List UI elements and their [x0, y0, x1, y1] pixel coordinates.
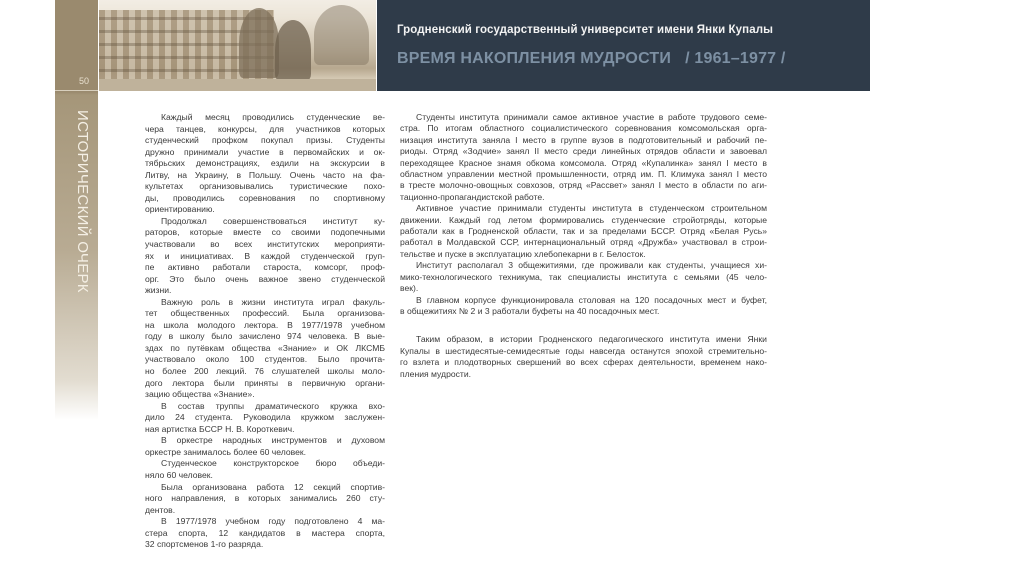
text-line: Студенты института принимали самое активное участие в работе трудового семе-	[416, 112, 767, 122]
text-line: зацию общества «Знание».	[145, 389, 255, 400]
text-line: областном управлении местной промышленности, отряд им. П. Климука занял I место	[400, 169, 767, 180]
text-line: работали как в Гродненской области, так и за пределами БССР. Отряд «Белая Русь»	[400, 226, 767, 237]
text-line: низация института заняла I место в группе вузов в подготовительный и рабочий пе-	[400, 134, 767, 145]
text-line: в общежитиях № 2 и 3 работали буфеты на 40 посадочных мест.	[400, 305, 660, 316]
tree	[239, 8, 279, 78]
text-line: орг. Это было очень важное звено студенческой	[145, 273, 385, 284]
text-line: мико-технологического техникума, так специалисты института с семьями (45 чело-	[400, 271, 767, 282]
text-line: ориентированию.	[145, 204, 215, 215]
ground	[99, 79, 376, 91]
paragraph	[145, 516, 385, 551]
text-line: переходящее Красное знамя обкома комсомола. Отряд «Купалинка» занял I место в	[400, 157, 767, 168]
text-line: раторов, которые вместе со своими подопечными	[145, 227, 385, 238]
text-line: в тресте молочно-овощных совхозов, отряд «Рассвет» занял I место в области по аги-	[400, 180, 767, 191]
text-line: здах по путёвкам общества «Знание» и ОК ЛКСМБ	[145, 342, 385, 353]
paragraph	[400, 203, 767, 260]
text-line: дило 24 студента. Руководила кружком заслужен-	[145, 412, 385, 423]
paragraph	[145, 458, 385, 481]
text-line: ного направления, в которых занимались 260 сту-	[145, 493, 385, 504]
text-line: В оркестре народных инструментов и духовом	[161, 435, 385, 446]
text-line: пления мудрости.	[400, 368, 472, 379]
text-line: дентов.	[145, 504, 176, 515]
text-line: работал в Молдавской ССР, интернациональный отряд «Дружба» участвовал в строи-	[400, 237, 767, 248]
text-line: на школа молодого лектора. В 1977/1978 учебном	[145, 319, 385, 330]
paragraph	[145, 112, 385, 216]
text-line: участвовали во всех институтских мероприяти-	[145, 239, 385, 250]
text-line: век).	[400, 283, 419, 294]
university-name: Гродненский государственный университет имени Янки Купалы	[397, 24, 774, 36]
text-line: Каждый месяц проводились студенческие ве-	[161, 112, 385, 122]
text-line: Институт располагал 3 общежитиями, где проживали как студенты, учащиеся хи-	[416, 260, 767, 271]
text-line: движении. Каждый год летом формировались студенческие стройотряды, которые	[400, 214, 767, 225]
text-line: няло 60 человек.	[145, 469, 213, 480]
paragraph	[400, 260, 767, 294]
text-line: 32 спортсменов 1-го разряда.	[145, 539, 264, 550]
text-line: стра. По итогам областного социалистического соревнования комсомольская орга-	[400, 123, 767, 134]
text-line: дого лектора были приняты в первичную органи-	[145, 377, 385, 388]
paragraph	[145, 401, 385, 436]
campus-photo	[99, 0, 376, 91]
text-line: Купалы в шестидесятые-семидесятые годы навсегда останутся эпохой стремительно-	[400, 345, 767, 356]
tree	[314, 5, 369, 65]
paragraph	[145, 216, 385, 297]
text-line: студенческий профком покупал призы. Студенты	[145, 135, 385, 146]
text-line: жизни.	[145, 285, 172, 296]
text-line: пе активно работали староста, комсорг, проф-	[145, 262, 385, 273]
text-line: тет общественных профессий. Была организова-	[145, 308, 385, 319]
text-line: Была организована работа 12 секций спортив-	[161, 481, 385, 492]
chapter-heading	[397, 50, 786, 68]
text-line: Продолжал совершенствоваться институт ку-	[161, 215, 385, 226]
text-line: чера танцев, конкурсы, для участников которых	[145, 123, 385, 134]
chapter-years: / 1961–1977 /	[685, 50, 786, 67]
text-line: оркестре занималось более 60 человек.	[145, 446, 307, 457]
text-line: ная артистка БССР Н. В. Короткевич.	[145, 423, 295, 434]
paragraph	[145, 435, 385, 458]
section-title: ИСТОРИЧЕСКИЙ ОЧЕРК	[74, 110, 91, 293]
paragraph-gap	[400, 317, 767, 334]
text-line: риоды. Отряд «Зодчие» занял II место среди линейных отрядов области и завоевал	[400, 146, 767, 157]
header-band	[377, 0, 870, 91]
paragraph	[400, 334, 767, 380]
text-line: В состав труппы драматического кружка вхо-	[161, 400, 385, 411]
text-line: ях и инициативах. В каждой студенческой груп-	[145, 250, 385, 261]
paragraph	[145, 482, 385, 517]
text-line: дружно принимали участие в первомайских и ок-	[145, 146, 385, 157]
text-line: Студенческое конструкторское бюро объеди-	[161, 458, 385, 469]
text-line: стера спорта, 12 кандидатов в мастера спорта,	[145, 527, 385, 538]
text-line: го взлета и плодотворных свершений во всех сферах деятельности, временем нако-	[400, 357, 767, 368]
text-line: Таким образом, в истории Гродненского педагогического института имени Янки	[416, 334, 767, 345]
paragraph	[400, 295, 767, 318]
text-line: году в школу было зачислено 974 человека. В вые-	[145, 331, 385, 342]
text-line: участвовало около 100 студентов. Было прочита-	[145, 354, 385, 365]
text-line: ды, проводились соревнования по спортивному	[145, 192, 385, 203]
text-line: тябрьских демонстрациях, ездили на экскурсии в	[145, 158, 385, 169]
text-line: В главном корпусе функционировала столовая на 120 посадочных мест и буфет,	[416, 294, 767, 305]
text-line: тельстве и пуске в эксплуатацию хлебопекарни в г. Белосток.	[400, 248, 646, 259]
page-number: 50	[78, 76, 89, 86]
text-line: Литву, на Украину, в Польшу. Очень часто на фа-	[145, 169, 385, 180]
tree	[275, 20, 311, 80]
text-line: В 1977/1978 учебном году подготовлено 4 ма-	[161, 516, 385, 527]
left-text-column	[145, 112, 385, 551]
text-line: Важную роль в жизни института играл факуль-	[161, 296, 385, 307]
text-line: но более 200 лекций. 76 слушателей школы моло-	[145, 366, 385, 377]
sidebar-divider	[55, 90, 98, 91]
text-line: культетах организовывались туристические похо-	[145, 181, 385, 192]
right-text-column	[400, 112, 767, 380]
text-line: Активное участие принимали студенты института в студенческом строительном	[416, 203, 767, 214]
text-line: тационно-пропагандистской работе.	[400, 191, 545, 202]
paragraph	[145, 297, 385, 401]
chapter-title: ВРЕМЯ НАКОПЛЕНИЯ МУДРОСТИ	[397, 50, 672, 67]
paragraph	[400, 112, 767, 203]
